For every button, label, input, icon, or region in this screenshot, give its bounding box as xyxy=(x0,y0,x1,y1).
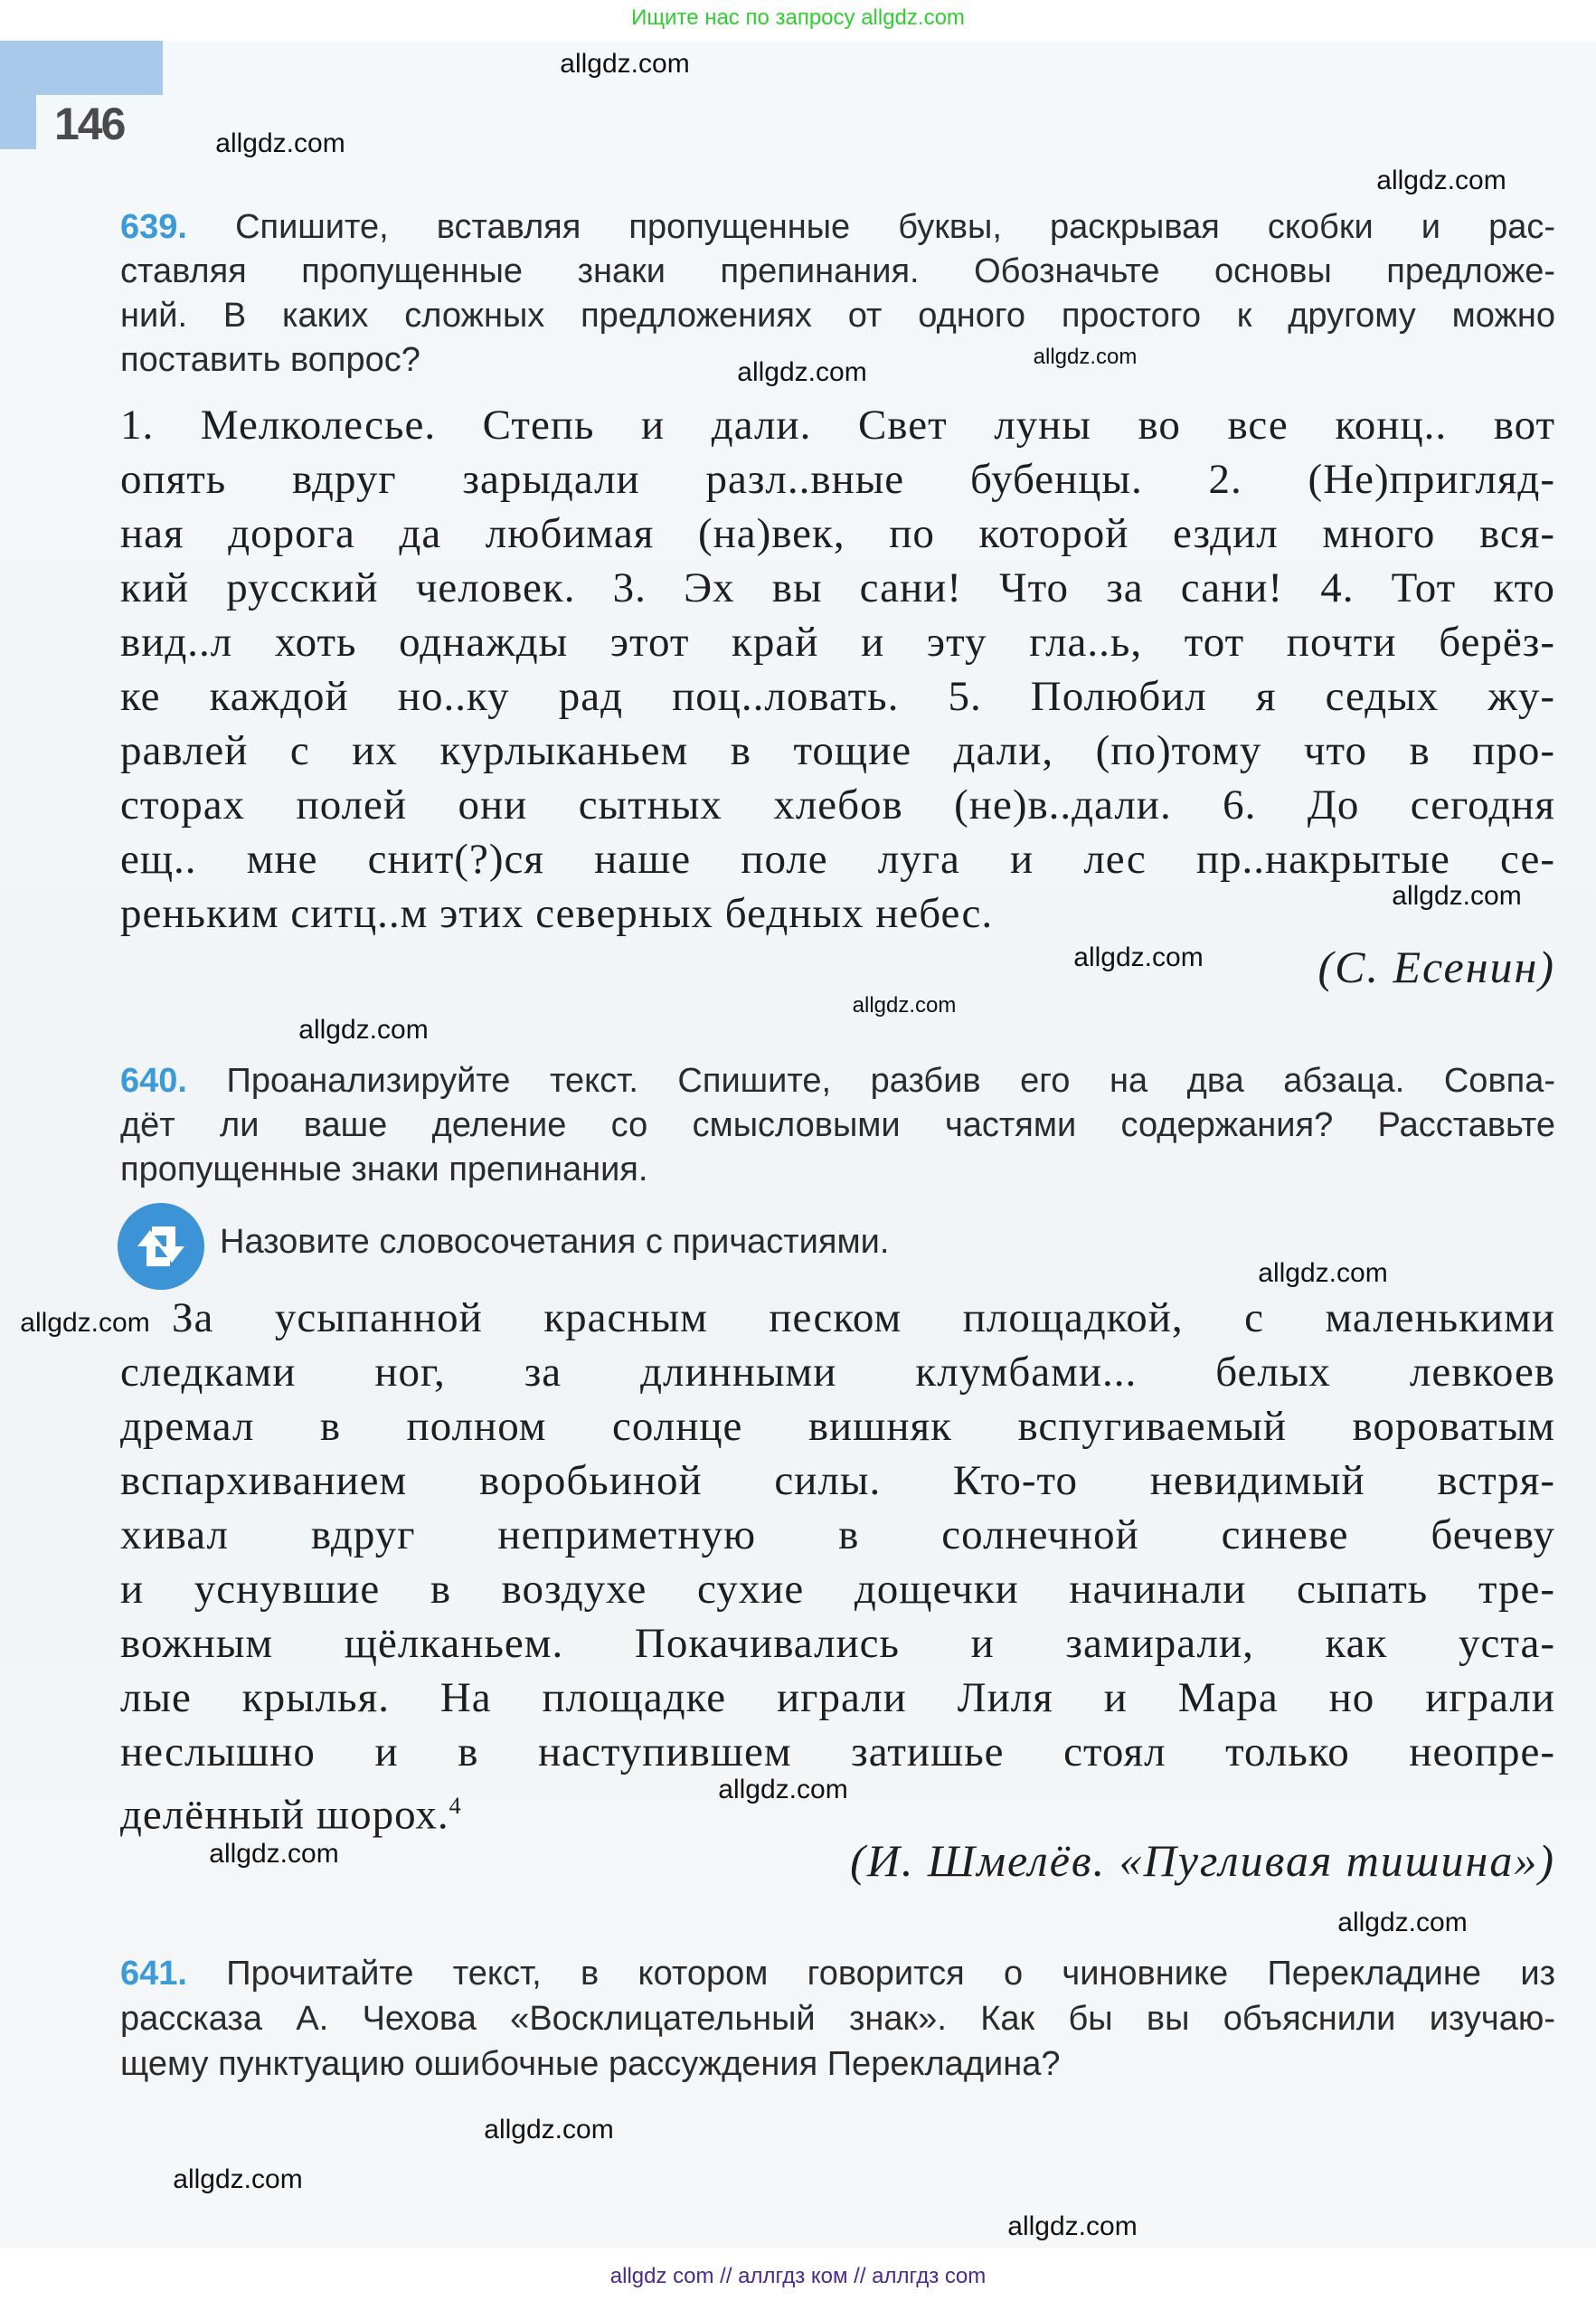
watermark: allgdz.com xyxy=(737,357,867,387)
watermark: allgdz.com xyxy=(852,993,957,1018)
watermark: allgdz.com xyxy=(209,1839,339,1869)
text-line xyxy=(120,1149,647,1190)
watermark: allgdz.com xyxy=(1337,1908,1468,1937)
watermark: allgdz.com xyxy=(718,1775,848,1804)
text-line xyxy=(120,339,420,381)
line-text: вожным щёлканьем. Покачивались и замирали, как уста- xyxy=(120,1620,1555,1667)
text-line xyxy=(120,1998,1555,2040)
watermark: allgdz.com xyxy=(1007,2211,1138,2241)
text-line xyxy=(120,1455,1555,1506)
watermark: allgdz.com xyxy=(1258,1258,1388,1288)
text-line xyxy=(120,1672,1555,1723)
text-line xyxy=(120,888,993,939)
line-text: ная дорога да любимая (на)век, по которой ездил много вся- xyxy=(120,510,1555,557)
watermark: allgdz.com xyxy=(298,1015,429,1045)
watermark: allgdz.com xyxy=(1033,345,1138,369)
text-line xyxy=(120,780,1555,830)
text-line xyxy=(120,508,1555,559)
line-text: вид..л хоть однажды этот край и эту гла..ь, тот почти берёз- xyxy=(120,619,1555,666)
line-text: рассказа А. Чехова «Восклицательный знак». Как бы вы объяснили изучаю- xyxy=(120,2000,1555,2038)
text-line xyxy=(120,1510,1555,1560)
line-text: ке каждой но..ку рад поц..ловать. 5. Полюбил я седых жу- xyxy=(120,673,1555,720)
line-text: лые крылья. На площадке играли Лиля и Мара но играли xyxy=(120,1674,1555,1721)
page-number: 146 xyxy=(54,99,125,149)
text-line xyxy=(120,617,1555,668)
watermark: allgdz.com xyxy=(1392,881,1522,911)
text-line xyxy=(120,1781,462,1841)
line-text: неслышно и в наступившем затишье стоял только неопре- xyxy=(120,1728,1555,1775)
line-text: поставить вопрос? xyxy=(120,341,420,379)
text-line xyxy=(120,1953,1555,1994)
line-text: хивал вдруг неприметную в солнечной синеве бечеву xyxy=(120,1511,1555,1558)
watermark: allgdz.com xyxy=(173,2164,303,2194)
exercise-number: 639. xyxy=(120,208,187,246)
attribution-shmelev: (И. Шмелёв. «Пугливая тишина») xyxy=(850,1835,1555,1886)
line-text: пропущенные знаки препинания. xyxy=(120,1150,648,1188)
text-line xyxy=(120,400,1555,450)
line-text: щему пунктуацию ошибочные рассуждения Перекладина? xyxy=(120,2045,1061,2083)
text-line xyxy=(120,1564,1555,1614)
exercise-number: 640. xyxy=(120,1062,187,1100)
text-line xyxy=(120,725,1555,776)
line-text: ещ.. мне снит(?)ся наше поле луга и лес пр..накрытые се- xyxy=(120,836,1555,883)
page-corner-tab xyxy=(0,95,36,149)
text-line xyxy=(120,834,1555,885)
attribution-esenin: (С. Есенин) xyxy=(1317,942,1555,992)
watermark: allgdz.com xyxy=(1376,166,1506,195)
text-line xyxy=(120,1060,1555,1102)
watermark: allgdz.com xyxy=(484,2115,614,2145)
line-text: вспархиванием воробьиной силы. Кто-то невидимый встря- xyxy=(120,1457,1555,1504)
text-line xyxy=(120,454,1555,505)
line-text: кий русский человек. 3. Эх вы сани! Что за сани! 4. Тот кто xyxy=(120,564,1555,611)
exchange-arrows-icon xyxy=(118,1203,204,1290)
task-text: Назовите словосочетания с причастиями. xyxy=(220,1223,890,1261)
text-line xyxy=(120,1618,1555,1669)
line-text: За усыпанной красным песком площадкой, с маленькими xyxy=(172,1294,1555,1341)
text-line xyxy=(172,1293,1555,1343)
watermark: allgdz.com xyxy=(215,128,345,158)
line-text: следками ног, за длинными клумбами... белых левкоев xyxy=(120,1349,1555,1396)
watermark: allgdz.com xyxy=(1073,942,1204,972)
line-text: реньким ситц..м этих северных бедных небес. xyxy=(120,890,994,937)
footnote-mark: 4 xyxy=(449,1793,462,1819)
text-line xyxy=(120,671,1555,722)
line-text: и уснувшие в воздухе сухие дощечки начинали сыпать тре- xyxy=(120,1566,1555,1613)
text-line xyxy=(120,1347,1555,1397)
line-text: сторах полей они сытных хлебов (не)в..дали. 6. До сегодня xyxy=(120,781,1555,829)
line-text: ставляя пропущенные знаки препинания. Обозначьте основы предложе- xyxy=(120,252,1555,290)
line-text: Спишите, вставляя пропущенные буквы, раскрывая скобки и рас- xyxy=(235,208,1555,246)
footer-note: allgdz com // аллгдз ком // аллгдз com xyxy=(609,2264,987,2288)
watermark: allgdz.com xyxy=(20,1308,150,1338)
line-text: ний. В каких сложных предложениях от одного простого к другому можно xyxy=(120,297,1555,335)
text-line xyxy=(120,563,1555,613)
text-line xyxy=(120,251,1555,292)
line-text: опять вдруг зарыдали разл..вные бубенцы. 2. (Не)пригляд- xyxy=(120,456,1555,503)
text-line xyxy=(120,206,1555,248)
page-corner-tab xyxy=(0,41,163,95)
text-line xyxy=(120,2043,1060,2085)
watermark: allgdz.com xyxy=(560,49,690,79)
exercise-number: 641. xyxy=(120,1955,187,1993)
line-text: равлей с их курлыканьем в тощие дали, (по)тому что в про- xyxy=(120,727,1555,774)
line-text: дремал в полном солнце вишняк вспугиваемый вороватым xyxy=(120,1403,1555,1450)
text-line xyxy=(120,1401,1555,1452)
line-text: Прочитайте текст, в котором говорится о чиновнике Перекладине из xyxy=(226,1955,1555,1993)
top-search-note: Ищите нас по запросу allgdz.com xyxy=(631,5,965,30)
text-line xyxy=(120,295,1555,336)
text-line xyxy=(120,1727,1555,1777)
line-text: делённый шорох. xyxy=(120,1791,449,1839)
line-text: дёт ли ваше деление со смысловыми частями содержания? Расставьте xyxy=(120,1106,1555,1144)
line-text: 1. Мелколесье. Степь и дали. Свет луны во все конц.. вот xyxy=(120,402,1555,449)
text-line xyxy=(120,1104,1555,1146)
line-text: Проанализируйте текст. Спишите, разбив его на два абзаца. Совпа- xyxy=(226,1062,1555,1100)
